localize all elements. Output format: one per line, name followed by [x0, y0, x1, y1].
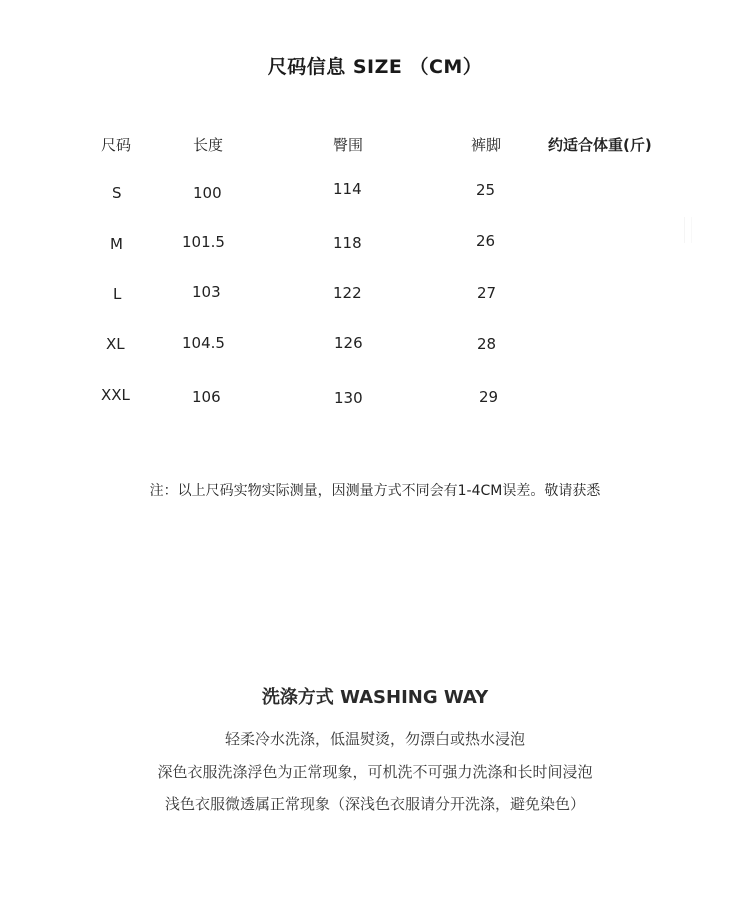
header-hip: 臀围 [333, 136, 364, 154]
cell-hip: 114 [333, 180, 362, 198]
cell-length: 100 [193, 184, 222, 202]
header-hem: 裤脚 [471, 136, 502, 154]
cell-length: 103 [192, 283, 221, 301]
faint-mark [684, 217, 692, 243]
cell-size: L [113, 285, 122, 303]
cell-hip: 126 [334, 334, 363, 352]
cell-hip: 122 [333, 284, 362, 302]
cell-size: S [112, 184, 122, 202]
washing-title: 洗涤方式 WASHING WAY [261, 687, 489, 708]
cell-hem: 26 [476, 232, 496, 250]
cell-hip: 118 [333, 234, 362, 252]
cell-hem: 29 [479, 388, 499, 406]
cell-length: 104.5 [182, 334, 225, 352]
measurement-note: 注：以上尺码实物实际测量，因测量方式不同会有1-4CM误差。敬请获悉 [149, 483, 601, 499]
header-weight: 约适合体重(斤) [548, 136, 652, 154]
cell-size: M [110, 235, 123, 253]
cell-hem: 28 [477, 335, 497, 353]
cell-hem: 25 [476, 181, 496, 199]
header-length: 长度 [193, 136, 224, 154]
size-info-title: 尺码信息 SIZE （CM） [267, 56, 483, 78]
cell-size: XXL [101, 386, 130, 404]
washing-line: 深色衣服洗涤浮色为正常现象，可机洗不可强力洗涤和长时间浸泡 [157, 763, 593, 781]
cell-size: XL [106, 335, 125, 353]
washing-line: 轻柔冷水洗涤，低温熨烫，勿漂白或热水浸泡 [224, 730, 525, 748]
washing-line: 浅色衣服微透属正常现象（深浅色衣服请分开洗涤，避免染色） [164, 795, 585, 813]
cell-length: 106 [192, 388, 221, 406]
cell-length: 101.5 [182, 233, 225, 251]
cell-hem: 27 [477, 284, 497, 302]
header-size: 尺码 [101, 136, 132, 154]
cell-hip: 130 [334, 389, 363, 407]
